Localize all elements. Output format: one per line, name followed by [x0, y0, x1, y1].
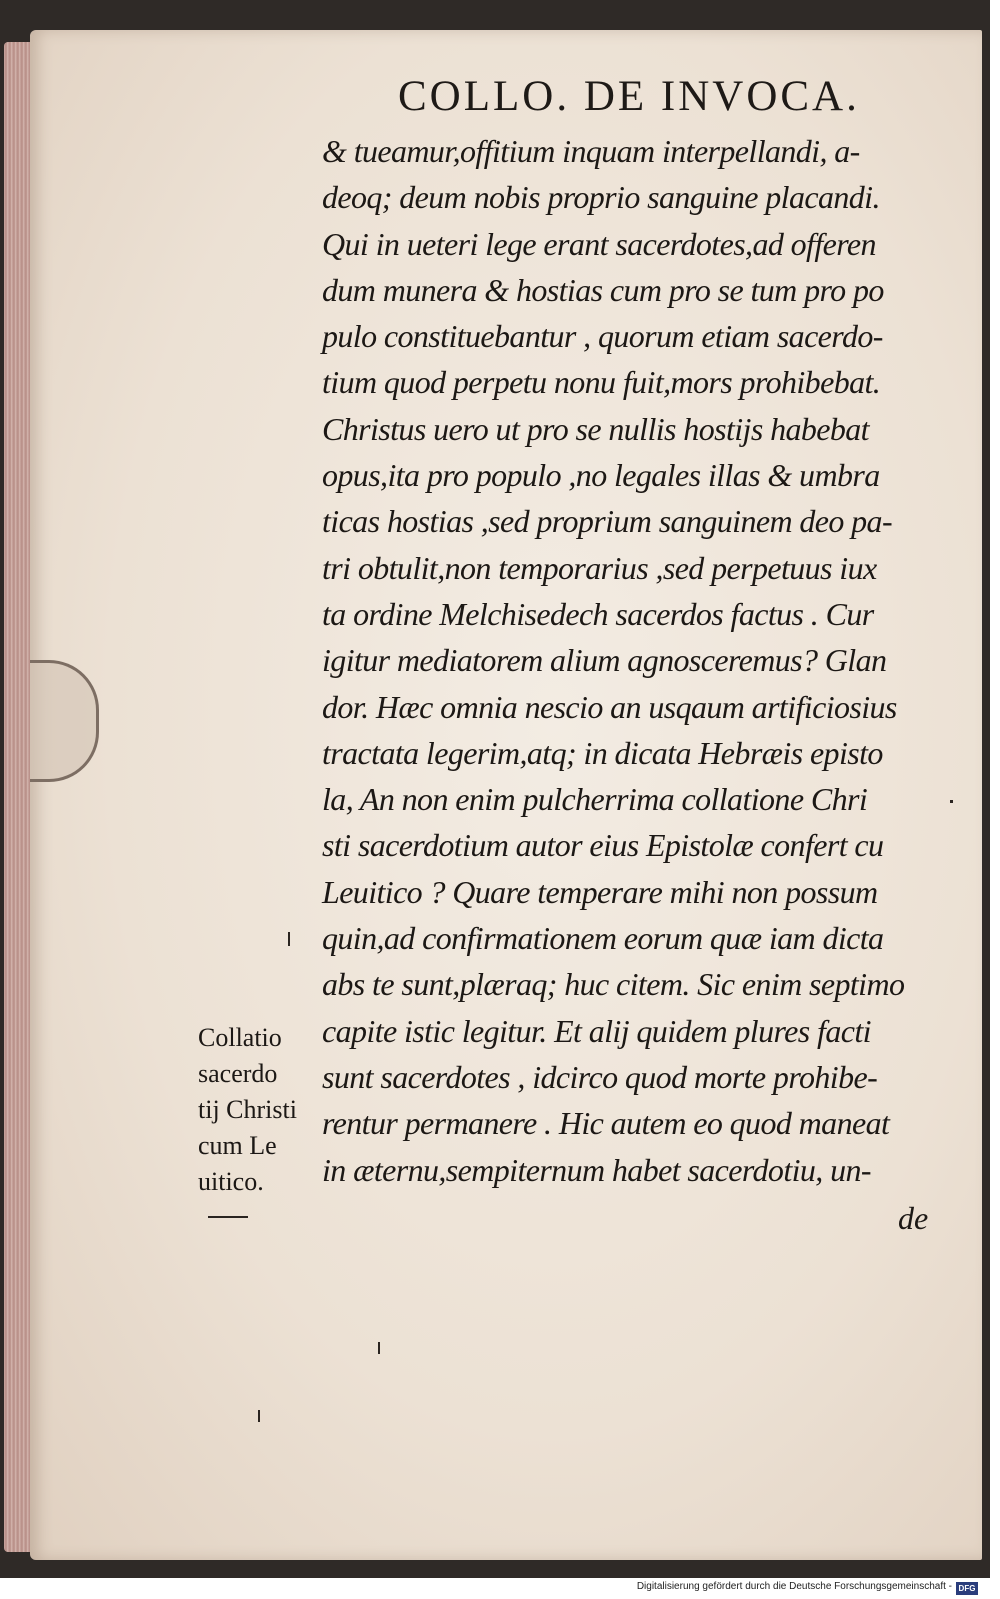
- text-line: dum munera & hostias cum pro se tum pro po: [322, 271, 884, 308]
- body-text: [322, 128, 932, 1193]
- running-head: COLLO. DE INVOCA.: [398, 73, 860, 120]
- text-line: pulo constituebantur , quorum etiam sacerdo-: [322, 318, 883, 355]
- text-line: Leuitico ? Quare temperare mihi non possum: [322, 873, 878, 910]
- text-line: sunt sacerdotes , idcirco quod morte prohibe-: [322, 1058, 878, 1095]
- ink-mark: [378, 1342, 380, 1354]
- text-line: tractata legerim,atq; in dicata Hebræis episto: [322, 734, 883, 771]
- text-line: opus,ita pro populo ,no legales illas & umbra: [322, 457, 880, 494]
- marginal-note: [198, 1020, 318, 1200]
- text-line: igitur mediatorem alium agnosceremus? Glan: [322, 642, 887, 679]
- marginal-line: cum Le: [198, 1131, 277, 1160]
- text-line: ticas hostias ,sed proprium sanguinem deo pa-: [322, 503, 893, 540]
- text-line: quin,ad confirmationem eorum quæ iam dicta: [322, 920, 884, 957]
- footer-credit: Digitalisierung gefördert durch die Deutsche Forschungsgemeinschaft -: [636, 1581, 952, 1592]
- marginal-line: Collatio: [198, 1023, 282, 1052]
- catchword: de: [898, 1200, 929, 1236]
- text-line: dor. Hæc omnia nescio an usqaum artificiosius: [322, 688, 897, 725]
- text-line: Christus uero ut pro se nullis hostijs habebat: [322, 410, 869, 447]
- text-line: deoq; deum nobis proprio sanguine placandi.: [322, 179, 880, 216]
- text-line: & tueamur,offitium inquam interpellandi, a-: [322, 133, 860, 169]
- ink-mark: [288, 932, 290, 946]
- text-line: rentur permanere . Hic autem eo quod maneat: [322, 1105, 890, 1142]
- book-clip: [30, 660, 99, 782]
- ink-mark: [950, 800, 953, 803]
- ink-mark: [208, 1216, 248, 1218]
- marginal-line: tij Christi: [198, 1095, 297, 1124]
- text-line: capite istic legitur. Et alij quidem plures facti: [322, 1012, 871, 1049]
- text-line: in æternu,sempiternum habet sacerdotiu, un-: [322, 1151, 871, 1188]
- marginal-line: uitico.: [198, 1167, 264, 1196]
- dfg-logo: DFG: [956, 1582, 978, 1595]
- marginal-line: sacerdo: [198, 1059, 278, 1088]
- text-line: tium quod perpetu nonu fuit,mors prohibebat.: [322, 364, 881, 401]
- ink-mark: [258, 1410, 260, 1422]
- text-line: abs te sunt,plæraq; huc citem. Sic enim septimo: [322, 966, 905, 1003]
- text-line: sti sacerdotium autor eius Epistolæ confert cu: [322, 827, 884, 864]
- text-line: la, An non enim pulcherrima collatione Chri: [322, 781, 868, 818]
- text-line: Qui in ueteri lege erant sacerdotes,ad offeren: [322, 225, 876, 262]
- text-line: ta ordine Melchisedech sacerdos factus . Cur: [322, 595, 874, 632]
- text-line: tri obtulit,non temporarius ,sed perpetuus iux: [322, 549, 877, 586]
